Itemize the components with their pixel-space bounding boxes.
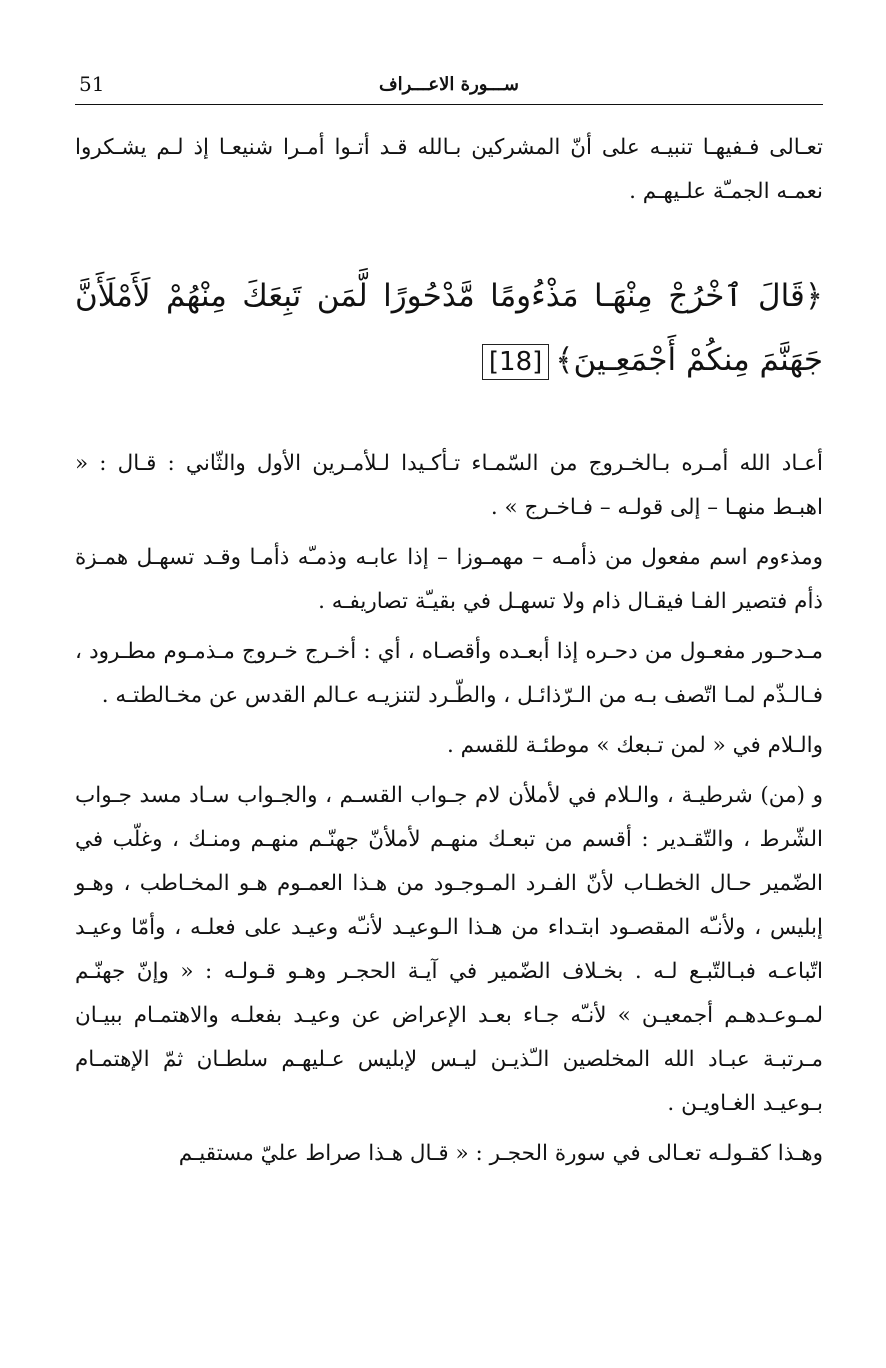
verse-number-value: 18 [499,347,533,377]
spacer [75,392,823,442]
paragraph-commentary-6: وهـذا كقـولـه تعـالى في سورة الحجـر : « قـال هـذا صراط عليّ مستقيـم [178,1141,823,1166]
spacer [75,214,823,264]
verse-number: [18] [482,344,549,380]
header-rule [75,104,823,105]
running-title: ســـورة الاعـــراف [378,74,519,95]
paragraph-intro: تعـالى فـفيهـا تنبيـه على أنّ المشركين بـالله قـد أتـوا أمـرا شنيعـا إذ لـم يشـكروا نعمـه الجمـّة علـيهـم . [75,135,823,204]
page-body [75,126,823,1176]
paragraph-commentary-5: و (من) شرطيـة ، والـلام في لأملأن لام جـواب القسـم ، والجـواب سـاد مسد جـواب الشّرط ، والتّقـدير : أقسم من تبعـك منهـم لأملأنّ جهنّـم منهـم ومنـك ، وغلّب في الضّمير حـال الخطـاب لأنّ الفـرد المـوجـود من هـذا العمـوم هـو المخـاطب ، وهـو إبليس ، ولأنـّه المقصـود ابتـداء من هـذا الـوعيـد لأنـّه وعيـد على فعلـه ، وأمّا وعيـد اتّباعـه فبـالتّبـع لـه . بخـلاف الضّمير في آيـة الحجـر وهـو قـولـه : « وإنّ جهنّـم لمـوعـدهـم أجمعيـن » لأنـّه جـاء بعـد الإعراض عن وعيـد بفعلـه والاهتمـام ببيـان مـرتبـة عبـاد الله المخلصين الـّذيـن ليـس لإبليس عـليهـم سلطـان ثمّ الإهتمـام بـوعيـد الغـاويـن . [75,783,823,1116]
quran-verse [75,264,823,392]
page-header [75,66,823,106]
page-number: 51 [79,72,105,96]
paragraph-commentary-3: مـدحـور مفعـول من دحـره إذا أبعـده وأقصـاه ، أي : أخـرج خـروج مـذمـوم مطـرود ، فـالـذّم لمـا اتّصف بـه من الـرّذائـل ، والطّـرد لتنزيـه عـالم القدس عن مخـالطتـه . [75,639,823,708]
paragraph-commentary-1: أعـاد الله أمـره بـالخـروج من السّمـاء تـأكـيدا لـلأمـرين الأول والثّاني : قـال : « اهبـط منهـا – إلى قولـه – فـاخـرج » . [75,451,823,520]
paragraph-commentary-4: والـلام في « لمن تـبعك » موطئـة للقسم . [446,733,823,758]
paragraph-commentary-2: ومذءوم اسم مفعول من ذأمـه – مهمـوزا – إذا عابـه وذمـّه ذأمـا وقـد تسهـل همـزة ذأم فتصير الفـا فيقـال ذام ولا تسهـل في بقيـّة تصاريفـه . [75,545,823,614]
verse-text: ﴿قَالَ ٱخْرُجْ مِنْهَـا مَذْءُومًا مَّدْحُورًا لَّمَن تَبِعَكَ مِنْهُمْ لَأَمْلَأَنَّ جَهَنَّمَ مِنكُمْ أَجْمَعِـينَ﴾ [75,278,823,378]
